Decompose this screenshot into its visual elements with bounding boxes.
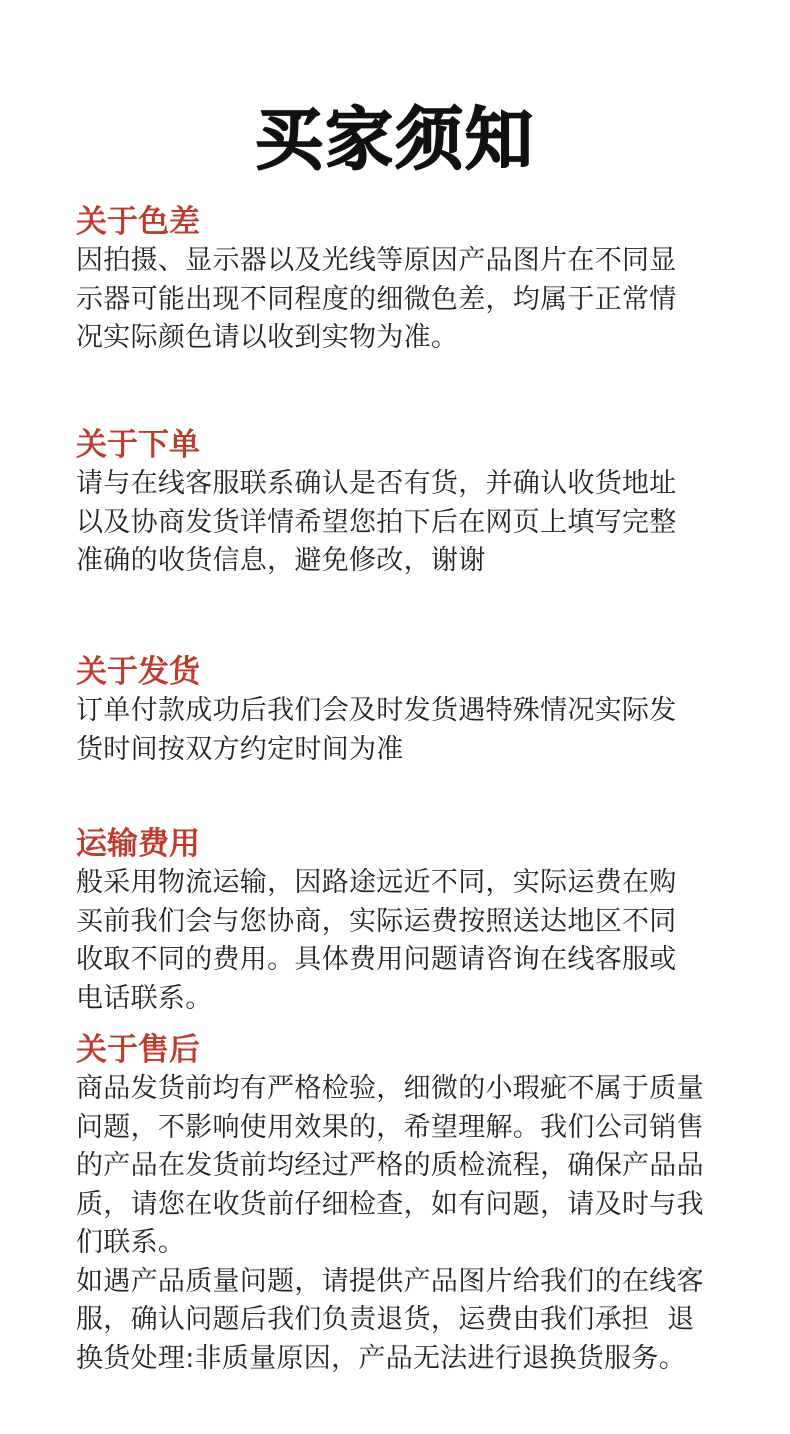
section-heading: 运输费用: [76, 826, 200, 862]
body-line: 商品发货前均有严格检验，细微的小瑕疵不属于质量: [76, 1073, 704, 1104]
body-line: 的产品在发货前均经过严格的质检流程，确保产品品: [76, 1150, 704, 1181]
section-body: [76, 1070, 766, 1378]
section-heading: 关于色差: [76, 204, 200, 240]
body-line: 收取不同的费用。具体费用问题请咨询在线客服或: [76, 944, 677, 975]
section-shipping: [76, 652, 766, 769]
page-title: 买家须知: [254, 99, 535, 180]
body-line: 以及协商发货详情希望您拍下后在网页上填写完整: [76, 506, 677, 538]
body-line: 如遇产品质量问题，请提供产品图片给我们的在线客: [76, 1265, 704, 1297]
body-line: 服，确认问题后我们负责退货，运费由我们承担 退: [76, 1304, 695, 1335]
body-line: 因拍摄、显示器以及光线等原因产品图片在不同显: [76, 245, 677, 276]
section-heading: 关于售后: [76, 1032, 200, 1068]
body-line: 请与在线客服联系确认是否有货，并确认收货地址: [76, 468, 677, 499]
body-line: 们联系。: [76, 1227, 186, 1258]
body-line: 问题，不影响使用效果的，希望理解。我们公司销售: [76, 1111, 704, 1143]
body-line: 般采用物流运输，因路途远近不同，实际运费在购: [76, 867, 677, 898]
section-ordering: [76, 425, 766, 581]
body-line: 买前我们会与您协商，实际运费按照送达地区不同: [76, 905, 677, 937]
section-body: [76, 465, 766, 581]
body-line: 换货处理:非质量原因，产品无法进行退换货服务。: [76, 1342, 686, 1374]
body-line: 电话联系。: [76, 982, 213, 1014]
section-body: [76, 242, 766, 358]
body-line: 订单付款成功后我们会及时发货遇特殊情况实际发: [76, 695, 677, 726]
body-line: 况实际颜色请以收到实物为准。: [76, 322, 459, 353]
section-body: [76, 864, 766, 1018]
section-after-sales: [76, 1030, 766, 1378]
section-heading: 关于发货: [76, 654, 200, 690]
body-line: 示器可能出现不同程度的细微色差，均属于正常情: [76, 283, 677, 315]
section-freight-cost: [76, 824, 766, 1018]
body-line: 货时间按双方约定时间为准: [76, 733, 404, 765]
section-color-difference: [76, 202, 766, 358]
section-body: [76, 692, 766, 769]
body-line: 质，请您在收货前仔细检查，如有问题，请及时与我: [76, 1188, 704, 1220]
section-heading: 关于下单: [76, 427, 200, 463]
body-line: 准确的收货信息，避免修改，谢谢: [76, 545, 486, 576]
